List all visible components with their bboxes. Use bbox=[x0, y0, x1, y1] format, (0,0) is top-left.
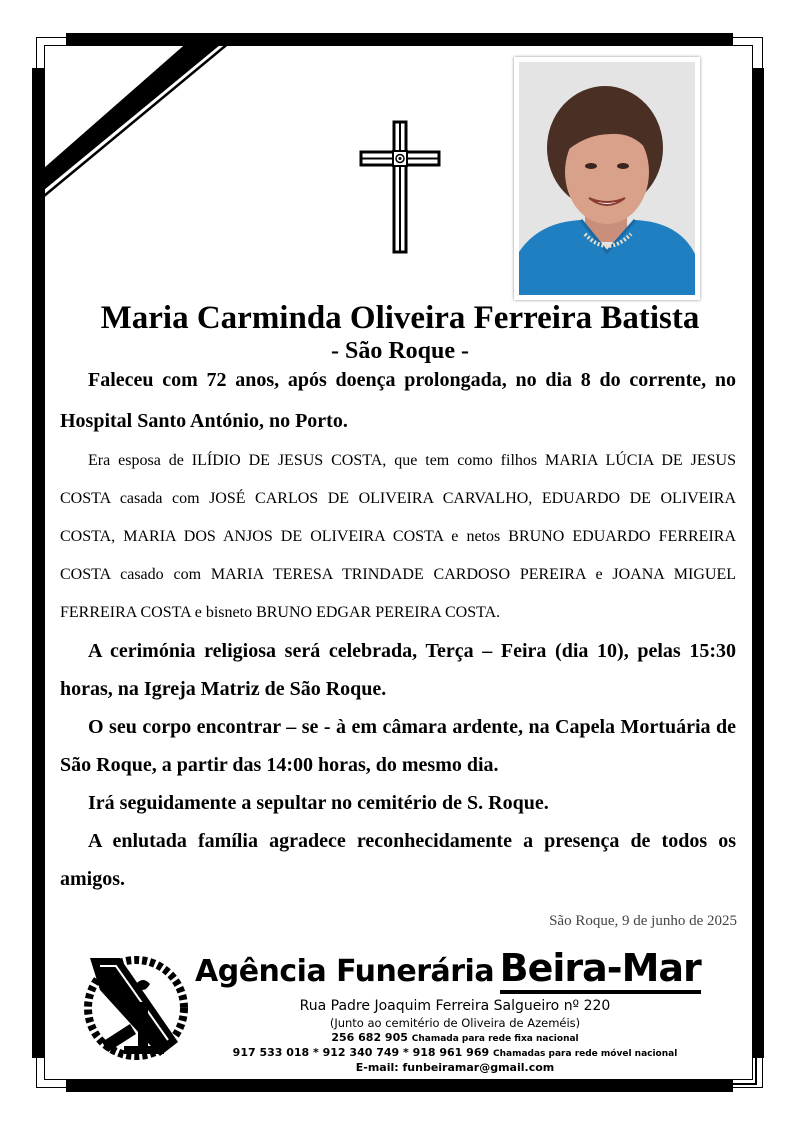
portrait-photo bbox=[514, 57, 700, 300]
landline-number: 256 682 905 bbox=[331, 1031, 408, 1044]
deceased-name: Maria Carminda Oliveira Ferreira Batista bbox=[100, 300, 700, 336]
right-border-bar bbox=[752, 68, 764, 1058]
agency-prefix: Agência Funerária bbox=[195, 954, 495, 989]
agency-location-note: (Junto ao cemitério de Oliveira de Azeméis) bbox=[329, 1016, 581, 1030]
ceremony-paragraph: A cerimónia religiosa será celebrada, Terça – Feira (dia 10), pelas 15:30 horas, na Igreja Matriz de São Roque. bbox=[60, 640, 736, 700]
burial-paragraph: Irá seguidamente a sepultar no cemitério de S. Roque. bbox=[88, 792, 549, 814]
mobile-numbers: 917 533 018 * 912 340 749 * 918 961 969 bbox=[232, 1046, 490, 1059]
death-announcement: Faleceu com 72 anos, após doença prolongada, no dia 8 do corrente, no Hospital Santo António, no Porto. bbox=[60, 369, 736, 432]
date-line: São Roque, 9 de junho de 2025 bbox=[549, 913, 737, 929]
mourning-ribbon-icon bbox=[40, 40, 240, 200]
agency-logo-icon bbox=[80, 950, 188, 1062]
mobile-label: Chamadas para rede móvel nacional bbox=[492, 1049, 678, 1059]
deceased-locality: - São Roque - bbox=[330, 338, 469, 364]
landline-label: Chamada para rede fixa nacional bbox=[411, 1034, 579, 1044]
agency-brand: Beira-Mar bbox=[500, 946, 701, 994]
obituary-body bbox=[60, 360, 736, 898]
bottom-border-bar bbox=[66, 1080, 733, 1092]
mobile-line bbox=[200, 1046, 710, 1061]
left-border-bar bbox=[32, 68, 44, 1058]
agency-name bbox=[195, 946, 701, 990]
thanks-paragraph: A enlutada família agradece reconhecidamente a presença de todos os amigos. bbox=[60, 830, 736, 890]
agency-email: E-mail: funbeiramar@gmail.com bbox=[355, 1061, 555, 1074]
family-paragraph: Era esposa de ILÍDIO DE JESUS COSTA, que tem como filhos MARIA LÚCIA DE JESUS COSTA casada com JOSÉ CARLOS DE OLIVEIRA CARVALHO, EDUARDO DE OLIVEIRA COSTA, MARIA DOS ANJOS DE OLIVEIRA COSTA e netos BRUNO EDUARDO FERREIRA COSTA casado com MARIA TERESA TRINDADE CARDOSO PEREIRA e JOANA MIGUEL FERREIRA COSTA e bisneto BRUNO EDGAR PEREIRA COSTA. bbox=[60, 452, 736, 621]
cross-icon bbox=[358, 120, 442, 254]
agency-contacts bbox=[200, 997, 710, 1075]
corner-ornament bbox=[721, 1047, 757, 1085]
agency-address: Rua Padre Joaquim Ferreira Salgueiro nº 220 bbox=[299, 998, 611, 1014]
landline-line bbox=[200, 1031, 710, 1046]
wake-paragraph: O seu corpo encontrar – se - à em câmara ardente, na Capela Mortuária de São Roque, a partir das 14:00 horas, do mesmo dia. bbox=[60, 716, 736, 776]
